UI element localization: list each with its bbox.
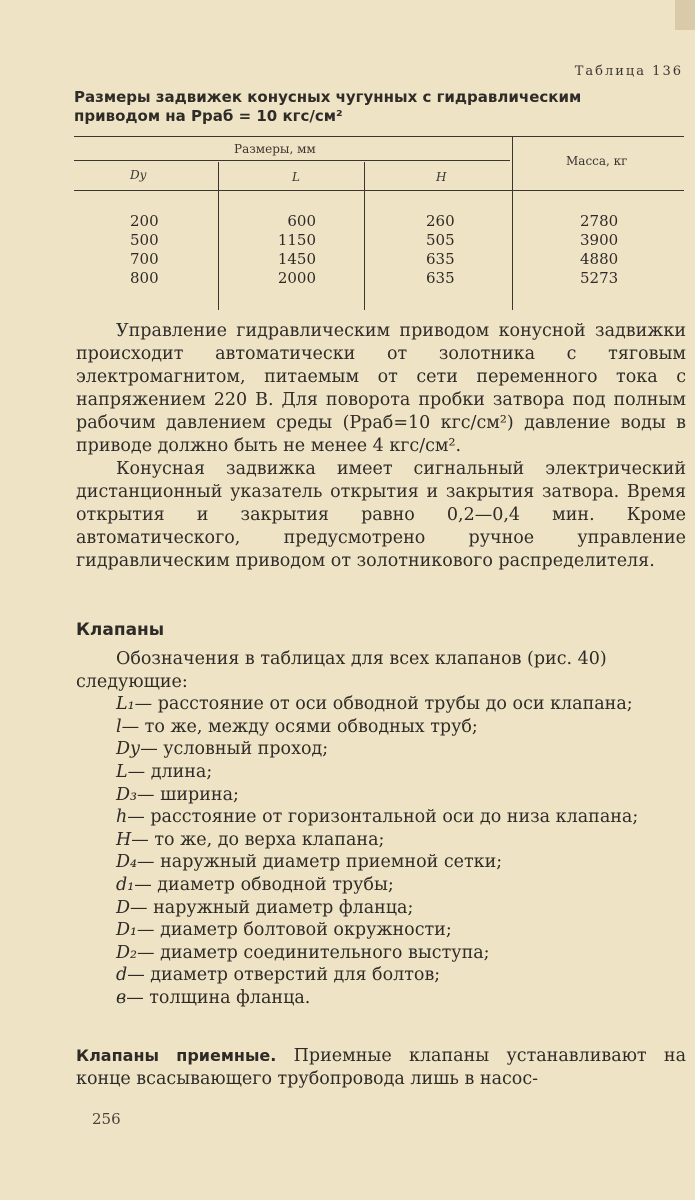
table-title-line2: приводом на Pраб = 10 кгс/см²: [74, 107, 343, 125]
cell-dy: 800: [130, 269, 159, 287]
cell-h: 635: [426, 250, 455, 268]
definitions-list: [76, 648, 686, 1010]
group-header-sizes: Размеры, мм: [234, 142, 316, 156]
definition-item: [76, 829, 686, 852]
cell-l: 1450: [277, 250, 316, 268]
definition-symbol: d: [116, 965, 128, 986]
definition-symbol: D: [116, 897, 131, 918]
definition-item: [76, 693, 686, 716]
definition-symbol: Dу: [116, 739, 141, 760]
definition-symbol: D₃: [116, 784, 138, 805]
definition-item: [76, 761, 686, 784]
cell-dy: 700: [130, 250, 159, 268]
definitions-intro: Обозначения в таблицах для всех клапанов (рис. 40) следующие:: [76, 649, 607, 692]
table-label: Таблица 136: [574, 64, 683, 79]
column-mass: [580, 212, 618, 288]
intake-valves-text: Приемные клапаны устанавливают на конце всасывающего трубопровода лишь в насос-: [76, 1046, 686, 1089]
definition-item: [76, 919, 686, 942]
definition-symbol: L₁: [116, 694, 135, 715]
definition-item: [76, 874, 686, 897]
cell-mass: 5273: [580, 269, 619, 287]
table-divider-dy: [218, 162, 219, 310]
page-number: 256: [92, 1110, 121, 1128]
cell-l: 600: [287, 212, 316, 230]
table-divider-l: [364, 162, 365, 310]
cell-mass: 3900: [580, 231, 619, 249]
definition-text: — наружный диаметр приемной сетки;: [137, 852, 503, 873]
page-corner-stain: [675, 0, 695, 30]
definition-item: [76, 964, 686, 987]
table-top-rule: [74, 136, 684, 137]
definition-symbol: D₁: [116, 920, 138, 941]
definition-item: [76, 738, 686, 761]
definition-text: — ширина;: [137, 784, 239, 805]
definition-symbol: D₂: [116, 942, 138, 963]
definition-text: — условный проход;: [140, 739, 329, 760]
definition-symbol: h: [116, 807, 128, 828]
definition-symbol: H: [116, 829, 132, 850]
definition-item: [76, 784, 686, 807]
column-l: [270, 212, 316, 288]
definition-text: — то же, между осями обводных труб;: [121, 716, 478, 737]
cell-h: 260: [426, 212, 455, 230]
definition-symbol: l: [116, 716, 122, 737]
definition-item: [76, 942, 686, 965]
col-header-dy: Dу: [130, 168, 147, 182]
col-header-mass: Масса, кг: [566, 154, 628, 168]
column-dy: [130, 212, 159, 288]
col-header-l: L: [292, 170, 300, 184]
definition-text: — расстояние от горизонтальной оси до низа клапана;: [127, 807, 639, 828]
paragraph-2: Конусная задвижка имеет сигнальный электрический дистанционный указатель открытия и закрытия затвора. Время открытия и закрытия равно 0,2—0,4 мин. Кроме автоматического, предусмотрено ручное управление гидравлическим приводом от золотникового распределителя.: [76, 459, 686, 571]
cell-dy: 200: [130, 212, 159, 230]
cell-mass: 2780: [580, 212, 619, 230]
definition-text: — диаметр соединительного выступа;: [137, 942, 490, 963]
definition-symbol: L: [116, 761, 128, 782]
col-header-h: H: [436, 170, 447, 184]
column-h: [426, 212, 455, 288]
paragraph-intake-valves: [76, 1044, 686, 1091]
cell-l: 2000: [277, 269, 316, 287]
table-title: [74, 88, 634, 126]
dimensions-table: [74, 136, 684, 310]
definition-text: — диаметр болтовой окружности;: [137, 920, 452, 941]
definition-symbol: d₁: [116, 874, 135, 895]
definition-text: — то же, до верха клапана;: [131, 829, 385, 850]
definition-symbol: D₄: [116, 852, 138, 873]
section-title: Клапаны: [76, 620, 165, 640]
paragraph-1: Управление гидравлическим приводом конусной задвижки происходит автоматически от золотника с тяговым электромагнитом, питаемым от сети переменного тока с напряжением 220 В. Для поворота пробки затвора под полным рабочим давлением среды (Pраб=10 кгс/см²) давление воды в приводе должно быть не менее 4 кгс/см².: [76, 321, 686, 456]
definition-text: — толщина фланца.: [126, 987, 311, 1008]
table-title-line1: Размеры задвижек конусных чугунных с гидравлическим: [74, 88, 582, 106]
table-group-rule: [74, 160, 510, 161]
cell-l: 1150: [277, 231, 316, 249]
paragraph-hydraulic-drive: [76, 320, 686, 573]
cell-h: 505: [426, 231, 455, 249]
cell-h: 635: [426, 269, 455, 287]
definition-symbol: в: [116, 987, 127, 1008]
definition-item: [76, 716, 686, 739]
cell-dy: 500: [130, 231, 159, 249]
definition-text: — наружный диаметр фланца;: [130, 897, 414, 918]
intake-valves-lead: Клапаны приемные.: [76, 1046, 277, 1065]
table-divider-mass: [512, 136, 513, 310]
table-header-rule: [74, 190, 684, 191]
definition-text: — длина;: [127, 761, 213, 782]
definition-item: [76, 851, 686, 874]
definition-text: — диаметр отверстий для болтов;: [127, 965, 441, 986]
definition-item: [76, 987, 686, 1010]
definition-text: — диаметр обводной трубы;: [134, 874, 394, 895]
cell-mass: 4880: [580, 250, 619, 268]
definition-item: [76, 806, 686, 829]
definition-text: — расстояние от оси обводной трубы до оси клапана;: [134, 694, 633, 715]
definition-item: [76, 897, 686, 920]
